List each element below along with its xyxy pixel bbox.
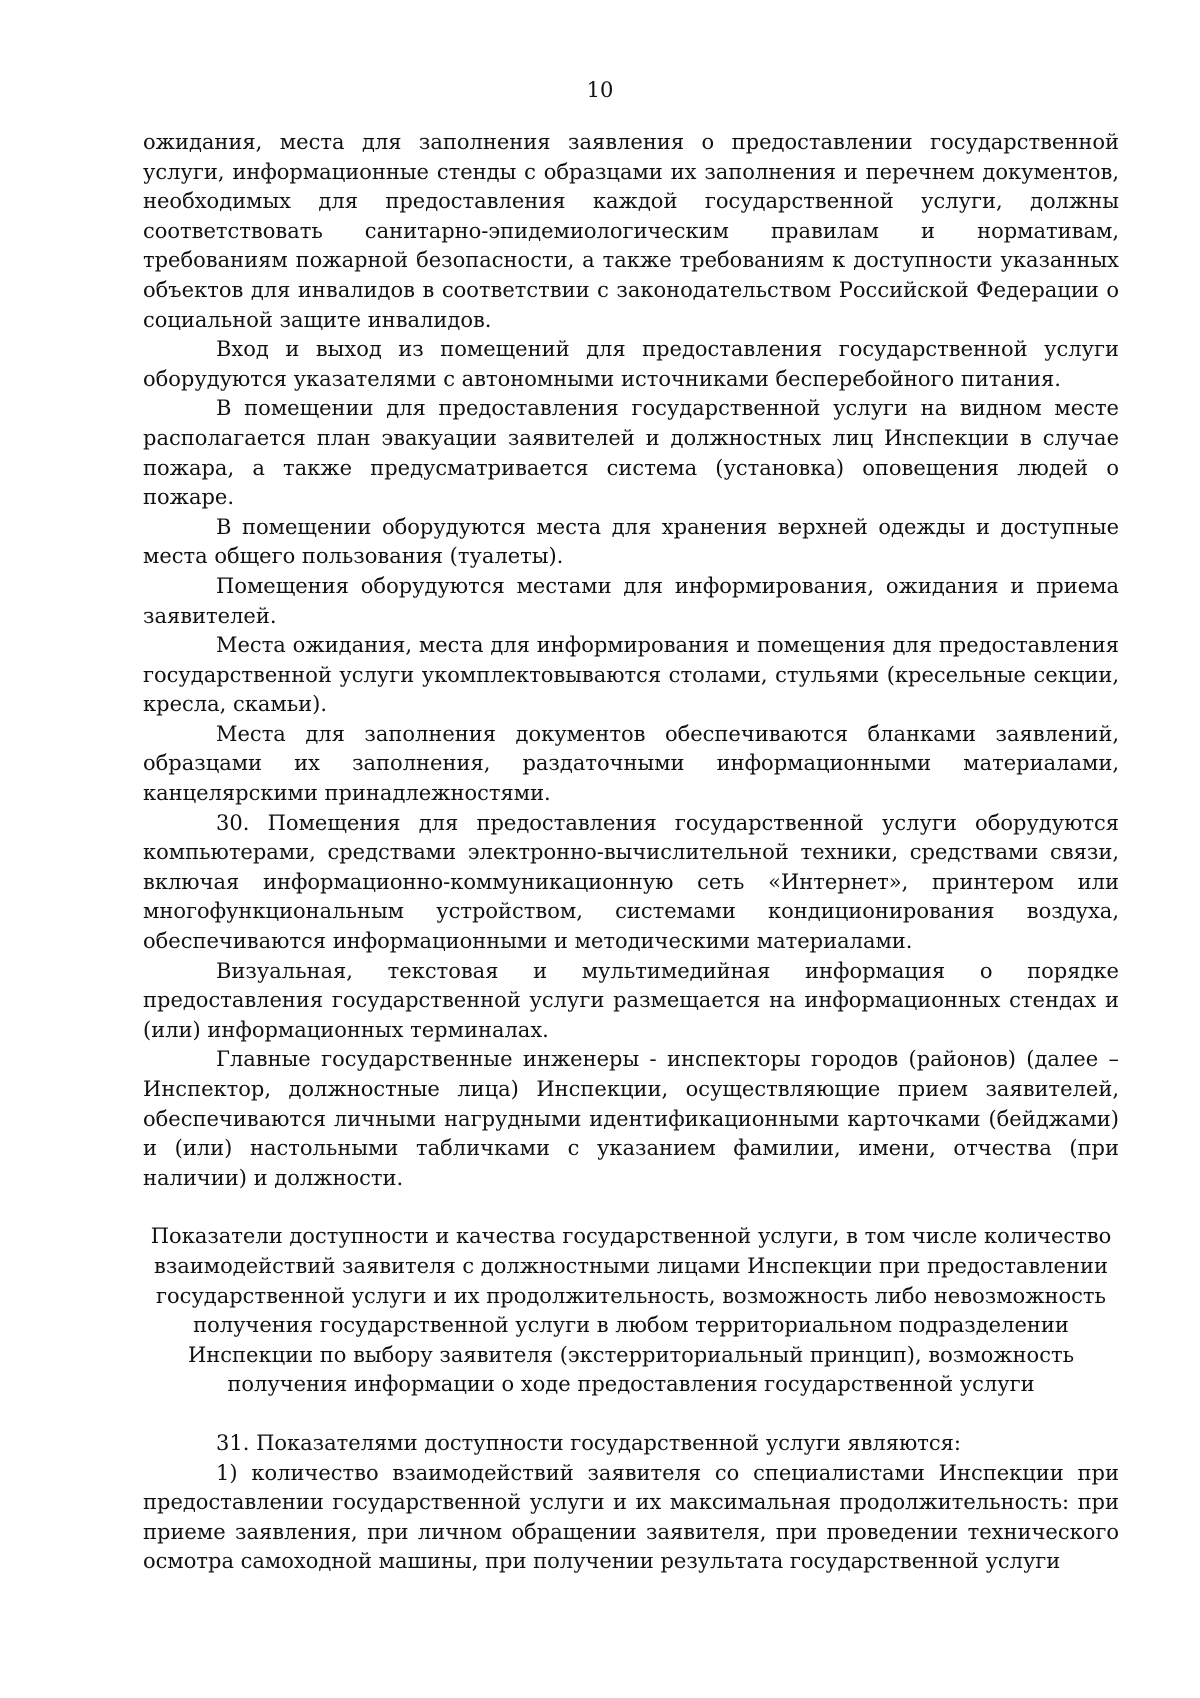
heading-line: получения информации о ходе предоставления государственной услуги [227,1372,1035,1397]
paragraph-item-30: 30. Помещения для предоставления государственной услуги оборудуются компьютерами, средствами электронно-вычислительной техники, средствами связи, включая информационно-коммуникационную сеть «Интернет», принтером или многофункциональным устройством, системами кондиционирования воздуха, обеспечиваются информационными и методическими материалами. [143,810,1119,954]
paragraph-cloakroom: В помещении оборудуются места для хранения верхней одежды и доступные места общего пользования (туалеты). [143,514,1119,569]
paragraph-continuation: ожидания, места для заполнения заявления о предоставлении государственной услуги, информационные стенды с образцами их заполнения и перечнем документов, необходимых для предоставления каждой государственной услуги, должны соответствовать санитарно-эпидемиологическим правилам и нормативам, требованиям пожарной безопасности, а также требованиям к доступности указанных объектов для инвалидов в соответствии с законодательством Российской Федерации о социальной защите инвалидов. [143,130,1119,332]
heading-line: государственной услуги и их продолжительность, возможность либо невозможность [156,1283,1106,1308]
section-content [143,1429,1119,1577]
heading-line: взаимодействий заявителя с должностными лицами Инспекции при предоставлении [154,1253,1108,1278]
paragraph-evacuation-plan: В помещении для предоставления государственной услуги на видном месте располагается план эвакуации заявителей и должностных лиц Инспекции в случае пожара, а также предусматривается система (установка) оповещения людей о пожаре. [143,396,1119,510]
paragraph-furniture: Места ожидания, места для информирования и помещения для предоставления государственной услуги укомплектовываются столами, стульями (кресельные секции, кресла, скамьи). [143,633,1119,717]
heading-line: Показатели доступности и качества государственной услуги, в том числе количество [150,1224,1112,1249]
document-body [143,128,1119,1577]
paragraph-visual-info: Визуальная, текстовая и мультимедийная информация о порядке предоставления государственной услуги размещается на информационных стендах и (или) информационных терминалах. [143,958,1119,1042]
paragraph-inspectors: Главные государственные инженеры - инспекторы городов (районов) (далее – Инспектор, должностные лица) Инспекции, осуществляющие прием заявителей, обеспечиваются личными нагрудными идентификационными карточками (бейджами) и (или) настольными табличками с указанием фамилии, имени, отчества (при наличии) и должности. [143,1047,1119,1190]
page-number: 10 [586,78,614,102]
paragraph-forms: Места для заполнения документов обеспечиваются бланками заявлений, образцами их заполнения, раздаточными информационными материалами, канцелярскими принадлежностями. [143,721,1119,806]
paragraph-subitem-1: 1) количество взаимодействий заявителя со специалистами Инспекции при предоставлении государственной услуги и их максимальная продолжительность: при приеме заявления, при личном обращении заявителя, при проведении технического осмотра самоходной машины, при получении результата государственной услуги [143,1460,1119,1574]
paragraph-item-31: 31. Показателями доступности государственной услуги являются: [216,1430,962,1455]
heading-line: Инспекции по выбору заявителя (экстерриториальный принцип), возможность [187,1342,1075,1367]
heading-line: получения государственной услуги в любом территориальном подразделении [193,1313,1069,1338]
paragraph-waiting-places: Помещения оборудуются местами для информирования, ожидания и приема заявителей. [143,573,1119,628]
section-heading [143,1222,1119,1400]
paragraph-entrance-exit: Вход и выход из помещений для предоставления государственной услуги оборудуются указателями с автономными источниками бесперебойного питания. [143,337,1119,391]
